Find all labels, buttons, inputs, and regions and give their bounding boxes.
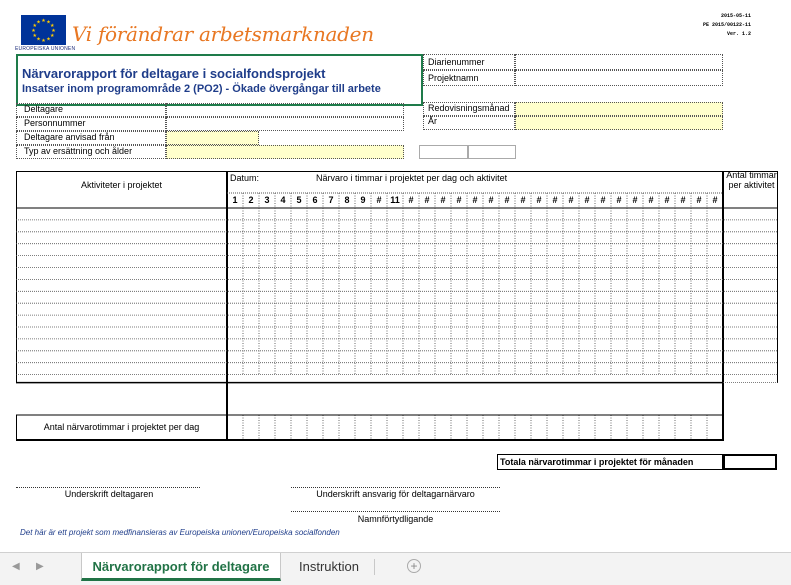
redovisningsmanad-input[interactable] bbox=[515, 102, 723, 116]
svg-text:★: ★ bbox=[51, 28, 56, 34]
page-subtitle: Insatser inom programområde 2 (PO2) - Ökade övergångar till arbete bbox=[22, 83, 381, 95]
personnummer-input[interactable] bbox=[166, 117, 404, 131]
day-number: 8 bbox=[344, 195, 350, 205]
totals-label-box bbox=[497, 454, 723, 470]
day-number: # bbox=[712, 195, 718, 205]
slogan-logo: Vi förändrar arbetsmarknaden bbox=[72, 22, 374, 46]
name-line bbox=[291, 511, 500, 512]
namnfortydligande-label: Namnförtydligande bbox=[357, 514, 434, 524]
day-number: 9 bbox=[360, 195, 366, 205]
day-number: # bbox=[408, 195, 414, 205]
diarienummer-label: Diarienummer bbox=[428, 57, 485, 67]
svg-text:★: ★ bbox=[49, 23, 55, 29]
tab-narvarorapport[interactable]: Närvarorapport för deltagare bbox=[81, 553, 281, 581]
deltagare-input[interactable] bbox=[166, 103, 404, 117]
day-number: # bbox=[696, 195, 702, 205]
day-number: # bbox=[376, 195, 382, 205]
day-number: 2 bbox=[248, 195, 254, 205]
ref-id: PE 2015/00122-11 bbox=[702, 22, 751, 28]
title-box bbox=[16, 54, 423, 106]
signature-deltagare-label: Underskrift deltagaren bbox=[64, 489, 154, 499]
period-fields bbox=[423, 102, 723, 130]
svg-text:★: ★ bbox=[32, 33, 38, 39]
day-number: 4 bbox=[280, 195, 286, 205]
svg-text:★: ★ bbox=[36, 19, 41, 26]
day-number: # bbox=[504, 195, 510, 205]
ersattning-input[interactable] bbox=[166, 145, 404, 159]
attendance-grid-lines bbox=[16, 171, 778, 441]
day-number: # bbox=[440, 195, 446, 205]
tab-instruktion[interactable]: Instruktion bbox=[299, 559, 359, 574]
tab-next-icon[interactable]: ▶ bbox=[36, 561, 44, 572]
anvisad-label: Deltagare anvisad från bbox=[24, 132, 115, 142]
total-row-label: Antal närvarotimmar i projektet per dag bbox=[43, 422, 200, 432]
svg-text:★: ★ bbox=[46, 36, 51, 43]
day-number: 11 bbox=[390, 195, 400, 205]
tab-divider bbox=[374, 559, 375, 575]
day-number: 1 bbox=[232, 195, 238, 205]
svg-text:★: ★ bbox=[36, 36, 41, 43]
ersattning-label: Typ av ersättning och ålder bbox=[24, 146, 133, 156]
anvisad-input[interactable] bbox=[166, 131, 259, 145]
attendance-grid bbox=[16, 171, 778, 441]
eu-caption: EUROPEISKA UNIONEN bbox=[15, 46, 76, 52]
diarienummer-input[interactable] bbox=[515, 54, 723, 70]
day-number: # bbox=[600, 195, 606, 205]
totals-value-cell[interactable] bbox=[723, 454, 777, 470]
day-number: # bbox=[664, 195, 670, 205]
page-title: Närvarorapport för deltagare i socialfondsprojekt bbox=[22, 66, 326, 81]
ar-input[interactable] bbox=[515, 116, 723, 130]
day-number: # bbox=[568, 195, 574, 205]
day-number: # bbox=[648, 195, 654, 205]
tab-prev-icon[interactable]: ◀ bbox=[12, 561, 20, 572]
footnote: Det här är ett projekt som medfinansieras av Europeiska unionen/Europeiska socialfonden bbox=[20, 528, 340, 537]
day-number: # bbox=[456, 195, 462, 205]
participant-fields bbox=[16, 103, 404, 159]
personnummer-label: Personnummer bbox=[24, 118, 86, 128]
projektnamn-label: Projektnamn bbox=[428, 73, 479, 83]
sheet-tab-bar bbox=[0, 552, 791, 585]
datum-label: Datum: bbox=[230, 173, 260, 183]
day-number: 7 bbox=[328, 195, 334, 205]
day-number: # bbox=[472, 195, 478, 205]
day-number: # bbox=[680, 195, 686, 205]
project-fields bbox=[423, 54, 723, 86]
day-number: 5 bbox=[296, 195, 302, 205]
signature-line-deltagare bbox=[16, 487, 200, 488]
antal-header: Antal timmar per aktivitet bbox=[726, 170, 777, 190]
day-number: # bbox=[632, 195, 638, 205]
ref-date: 2015-05-11 bbox=[720, 13, 751, 19]
narvaro-header: Närvaro i timmar i projektet per dag och aktivitet bbox=[316, 173, 508, 183]
eu-flag-icon bbox=[21, 15, 66, 45]
day-number: # bbox=[616, 195, 622, 205]
signature-line-ansvarig bbox=[291, 487, 500, 488]
svg-text:★: ★ bbox=[31, 28, 36, 34]
svg-text:★: ★ bbox=[32, 23, 38, 29]
svg-text:★: ★ bbox=[41, 18, 46, 24]
svg-text:★: ★ bbox=[41, 38, 46, 44]
day-number: # bbox=[520, 195, 526, 205]
day-number: # bbox=[424, 195, 430, 205]
extra-cell[interactable] bbox=[419, 145, 468, 159]
ar-label: År bbox=[428, 116, 437, 126]
ref-version: Ver. 1.2 bbox=[726, 31, 751, 37]
extra-cell[interactable] bbox=[468, 145, 516, 159]
svg-text:★: ★ bbox=[49, 33, 55, 39]
totals-label: Totala närvarotimmar i projektet för månaden bbox=[500, 457, 694, 467]
day-number: # bbox=[584, 195, 590, 205]
deltagare-label: Deltagare bbox=[24, 104, 64, 114]
svg-text:★: ★ bbox=[46, 19, 51, 26]
day-number: 6 bbox=[312, 195, 318, 205]
signature-ansvarig-label: Underskrift ansvarig för deltagarnärvaro bbox=[316, 489, 475, 499]
day-number: 3 bbox=[264, 195, 270, 205]
day-number: # bbox=[536, 195, 542, 205]
activities-header: Aktiviteter i projektet bbox=[80, 180, 163, 190]
day-number: # bbox=[488, 195, 494, 205]
day-number: # bbox=[552, 195, 558, 205]
add-sheet-icon[interactable]: + bbox=[407, 559, 421, 573]
projektnamn-input[interactable] bbox=[515, 70, 723, 86]
redovisningsmanad-label: Redovisningsmånad bbox=[428, 103, 510, 113]
